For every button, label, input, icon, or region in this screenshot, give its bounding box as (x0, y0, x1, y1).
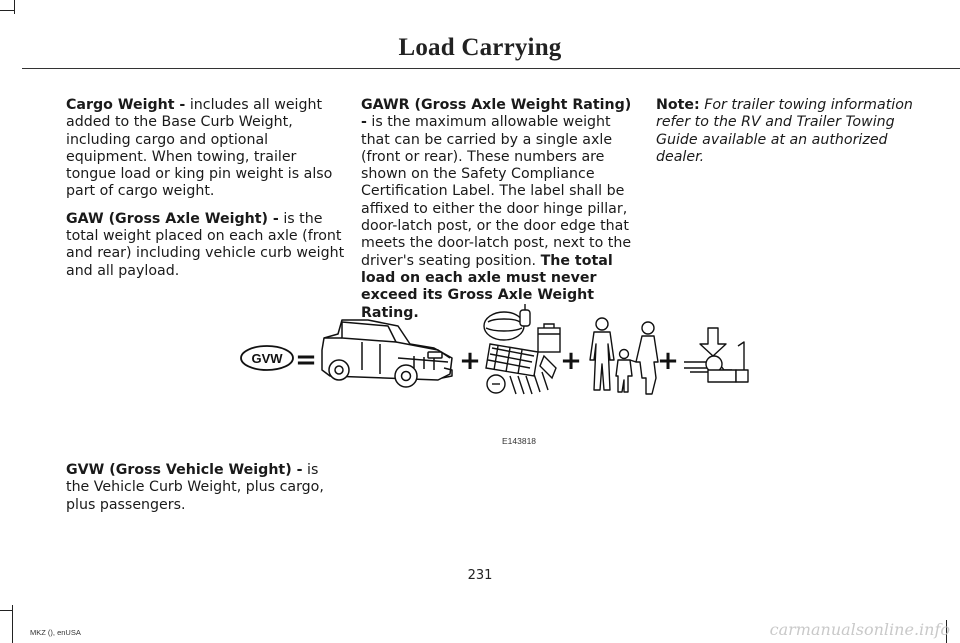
page-number: 231 (467, 568, 493, 583)
crop-mark-bottom-left-h (0, 610, 12, 611)
footer-edition: MKZ (), enUSA (30, 628, 81, 637)
gaw-term: GAW (Gross Axle Weight) - (66, 210, 279, 227)
gvw-equation-graphic (238, 298, 758, 428)
plus-sign-1: + (459, 346, 481, 376)
gawr-term: GAWR (Gross Axle Weight Rating) - (361, 97, 632, 131)
cargo-weight-text: includes all weight added to the Base Curb Weight, including cargo and optional equipment. When towing, trailer tongue load or king pin weight is also part of cargo weight. (66, 97, 333, 200)
gvw-badge-text: GVW (251, 351, 283, 366)
gawr-warning: The total load on each axle must never exceed its Gross Axle Weight Rating. (361, 252, 613, 321)
plus-sign-2: + (560, 346, 582, 376)
gawr-text: is the maximum allowable weight that can be carried by a single axle (front or rear). These numbers are shown on the Safety Compliance Certification Label. The label shall be affixed to either the door hinge pillar, door-latch post, or the door edge that meets the door-latch post, next to the driver's seating position. (361, 114, 632, 269)
column-left (66, 97, 348, 290)
crop-mark-bottom-left (12, 605, 13, 643)
crop-mark-top-left-v (14, 0, 15, 14)
cargo-weight-term: Cargo Weight - (66, 97, 186, 113)
gaw-text: is the total weight placed on each axle (front and rear) including vehicle curb weight and all payload. (66, 210, 345, 279)
passengers-icon (590, 318, 658, 394)
equals-sign: = (295, 345, 317, 375)
plus-sign-3: + (657, 346, 679, 376)
gvw-illustration (238, 298, 758, 448)
cargo-weight-paragraph (66, 97, 348, 201)
page-title: Load Carrying (398, 34, 562, 61)
watermark: carmanualsonline.info (769, 620, 950, 639)
gaw-paragraph (66, 211, 348, 280)
header-rule (22, 68, 960, 69)
pickup-truck-icon (322, 320, 452, 387)
note-text: For trailer towing information refer to the RV and Trailer Towing Guide available at an authorized dealer. (656, 97, 913, 165)
gvw-term: GVW (Gross Vehicle Weight) - (66, 462, 303, 478)
cargo-items-icon (484, 304, 560, 394)
gvw-definition (66, 462, 336, 514)
note-paragraph (656, 97, 934, 166)
gawr-paragraph (361, 97, 633, 322)
column-right (656, 97, 934, 176)
trailer-hitch-icon (684, 328, 748, 382)
gvw-text: is the Vehicle Curb Weight, plus cargo, plus passengers. (66, 462, 324, 513)
note-label: Note: (656, 97, 700, 113)
crop-mark-top-left (0, 10, 14, 11)
column-middle (361, 97, 633, 332)
figure-id: E143818 (502, 436, 537, 446)
